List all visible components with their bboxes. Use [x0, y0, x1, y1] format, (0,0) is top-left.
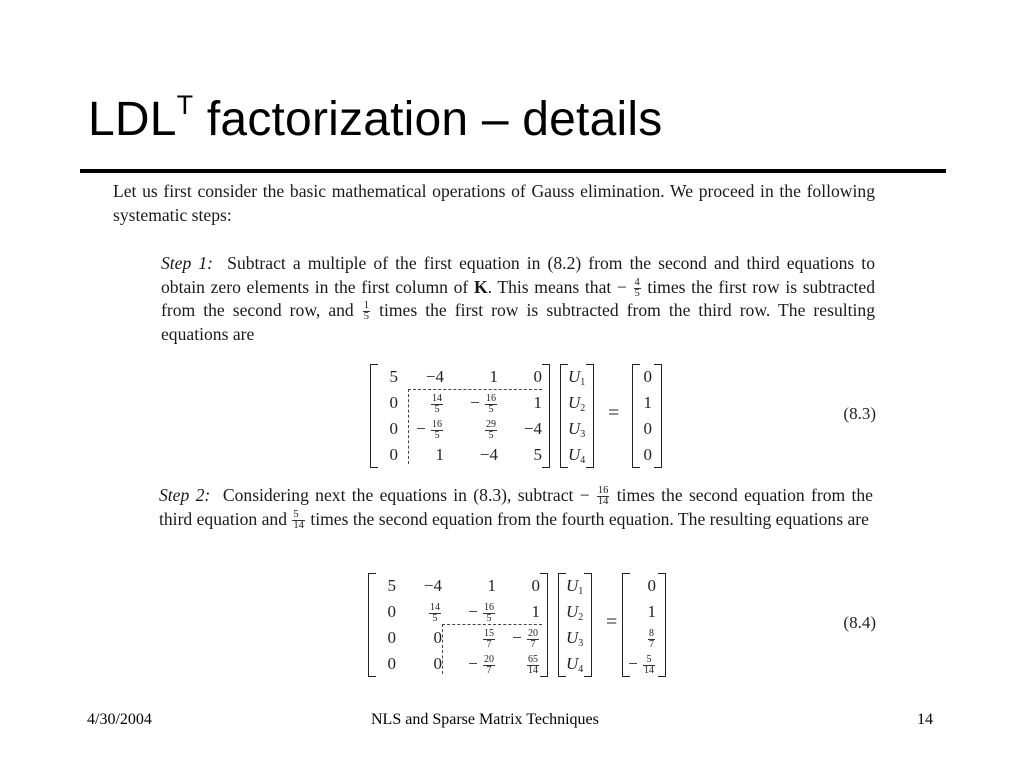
- step1-bold-k: K: [473, 276, 488, 297]
- equation-8-3-matrix-cell: −4: [425, 367, 444, 386]
- equation-8-3-matrix-cell: 0: [389, 445, 398, 464]
- equation-8-4-rhs-value: 0: [647, 576, 656, 595]
- title-main: LDL: [88, 93, 177, 146]
- equation-8-4-vector-bracket: [584, 573, 592, 677]
- equation-8-4-matrix-cell: $\frac{15}{7}$: [484, 628, 494, 650]
- step1-paragraph: [161, 252, 875, 346]
- slide-title: [88, 92, 662, 148]
- equation-8-3-matrix-cell: 0: [533, 367, 542, 386]
- equation-8-3-vector-bracket: [586, 364, 594, 468]
- equation-8-3-matrix-bracket: [370, 364, 378, 468]
- step1-label: Step 1:: [161, 253, 214, 273]
- title-superscript: T: [176, 90, 194, 120]
- equation-8-4-matrix-cell: 0: [531, 576, 540, 595]
- equation-8-4-matrix-cell: 0: [387, 602, 396, 621]
- equation-8-3-partition-line: [408, 389, 542, 390]
- step2-text-b: times the second equation from the third equation and: [159, 485, 873, 529]
- equation-8-3-matrix-cell: 5: [533, 445, 542, 464]
- equation-8-3-matrix-cell: 5: [389, 367, 398, 386]
- equation-8-4-coefficient-matrix: [368, 573, 548, 677]
- equation-8-3-matrix-cell: − $\frac{16}{5}$: [416, 419, 442, 441]
- equation-8-4-matrix-cell: $\frac{14}{5}$: [430, 602, 440, 624]
- footer-title: NLS and Sparse Matrix Techniques: [371, 711, 599, 728]
- equation-8-4-matrix-cell: 1: [531, 602, 540, 621]
- equation-8-4-rhs-value: $\frac{8}{7}$: [649, 628, 654, 650]
- equation-8-4-matrix-cell: 5: [387, 576, 396, 595]
- equation-8-4-matrix-cell: 0: [387, 654, 396, 673]
- intro-paragraph: Let us first consider the basic mathematical operations of Gauss elimination. We proceed in the following systematic steps:: [113, 181, 875, 225]
- equation-8-3-unknown: $U_2$: [568, 393, 586, 414]
- step2-fraction-1: $\frac{16}{14}$: [597, 485, 609, 508]
- step1-fraction-2: $\frac{1}{5}$: [363, 300, 370, 323]
- equation-8-3-rhs-vector: [632, 364, 662, 468]
- footer-date: 4/30/2004: [87, 711, 152, 728]
- title-rest: factorization – details: [193, 93, 663, 146]
- equation-8-4-matrix-cell: 0: [433, 628, 442, 647]
- equation-8-4-matrix-cell: − $\frac{16}{5}$: [468, 602, 494, 624]
- equation-8-3-matrix-bracket: [542, 364, 550, 468]
- step2-text-c: times the second equation from the fourth equation. The resulting equations are: [310, 508, 869, 529]
- equation-8-4-matrix-cell: 1: [487, 576, 496, 595]
- equation-8-3-number: (8.3): [843, 404, 876, 423]
- step2-label: Step 2:: [159, 485, 211, 505]
- equation-8-4-matrix-cell: 0: [433, 654, 442, 673]
- equation-8-3-rhs-value: 0: [643, 445, 652, 464]
- equation-8-4-matrix-cell: 0: [387, 628, 396, 647]
- equation-8-3-matrix-cell: $\frac{14}{5}$: [432, 393, 442, 415]
- equation-8-3-unknown: $U_3$: [568, 419, 586, 440]
- footer-page-number: 14: [917, 711, 933, 728]
- equation-8-4-rhs-vector: [622, 573, 666, 677]
- equation-8-3-equals-sign: =: [608, 402, 620, 424]
- equation-8-3-matrix-cell: 1: [435, 445, 444, 464]
- equation-8-3-matrix-cell: 1: [489, 367, 498, 386]
- equation-8-3-matrix-cell: 0: [389, 393, 398, 412]
- equation-8-4: [368, 573, 880, 677]
- equation-8-4-rhs-value: 1: [647, 602, 656, 621]
- equation-8-4-matrix-cell: $\frac{65}{14}$: [528, 654, 538, 676]
- equation-8-4-vector-bracket: [558, 573, 566, 677]
- equation-8-3-unknown: $U_4$: [568, 445, 586, 466]
- equation-8-3-matrix-cell: −4: [523, 419, 542, 438]
- equation-8-3-matrix-cell: − $\frac{16}{5}$: [470, 393, 496, 415]
- equation-8-3-rhs-value: 0: [643, 367, 652, 386]
- equation-8-4-partition-line: [442, 624, 542, 625]
- equation-8-4-matrix-cell: − $\frac{20}{7}$: [512, 628, 538, 650]
- equation-8-3-matrix-cell: $\frac{29}{5}$: [486, 419, 496, 441]
- equation-8-4-unknown: $U_1$: [566, 576, 584, 597]
- step1-fraction-1: $\frac{4}{5}$: [634, 276, 640, 299]
- equation-8-3-partition-line: [408, 389, 409, 464]
- step2-text-a: Considering next the equations in (8.3), subtract −: [222, 485, 596, 505]
- equation-8-4-unknown: $U_3$: [566, 628, 584, 649]
- step2-fraction-2: $\frac{5}{14}$: [293, 508, 304, 531]
- equation-8-3-unknown: $U_1$: [568, 367, 586, 388]
- equation-8-3-vector-bracket: [632, 364, 640, 468]
- equation-8-3-rhs-value: 0: [643, 419, 652, 438]
- step2-paragraph: [159, 484, 873, 531]
- equation-8-3-vector-bracket: [560, 364, 568, 468]
- equation-8-3-unknowns-vector: [560, 364, 594, 468]
- equation-8-4-unknown: $U_4$: [566, 654, 584, 675]
- equation-8-3-coefficient-matrix: [370, 364, 550, 468]
- equation-8-4-rhs-value: − $\frac{5}{14}$: [628, 654, 654, 676]
- equation-8-4-vector-bracket: [658, 573, 666, 677]
- equation-8-4-partition-line: [442, 624, 443, 674]
- equation-8-3-matrix-cell: −4: [479, 445, 498, 464]
- title-rule: [80, 169, 946, 173]
- equation-8-3-matrix-cell: 0: [389, 419, 398, 438]
- equation-8-4-matrix-bracket: [368, 573, 376, 677]
- equation-8-3-rhs-value: 1: [643, 393, 652, 412]
- equation-8-3-matrix-cell: 1: [533, 393, 542, 412]
- equation-8-4-matrix-cell: − $\frac{20}{7}$: [468, 654, 494, 676]
- equation-8-3: [370, 364, 880, 468]
- equation-8-4-unknown: $U_2$: [566, 602, 584, 623]
- equation-8-4-number: (8.4): [843, 613, 876, 632]
- step1-text-c: times the first row is subtracted from the second row, and: [161, 276, 876, 320]
- equation-8-4-matrix-bracket: [540, 573, 548, 677]
- equation-8-4-unknowns-vector: [558, 573, 592, 677]
- equation-8-4-equals-sign: =: [606, 611, 618, 633]
- step1-text-a: Subtract a multiple of the first equation in (8.2) from the second and third equations to obtain zero elements in the first column of: [161, 253, 875, 297]
- step1-text-d: times the first row is subtracted from the third row. The resulting equations are: [161, 300, 876, 344]
- equation-8-4-matrix-cell: −4: [423, 576, 442, 595]
- step1-text-b: . This means that −: [487, 276, 633, 297]
- equation-8-3-vector-bracket: [654, 364, 662, 468]
